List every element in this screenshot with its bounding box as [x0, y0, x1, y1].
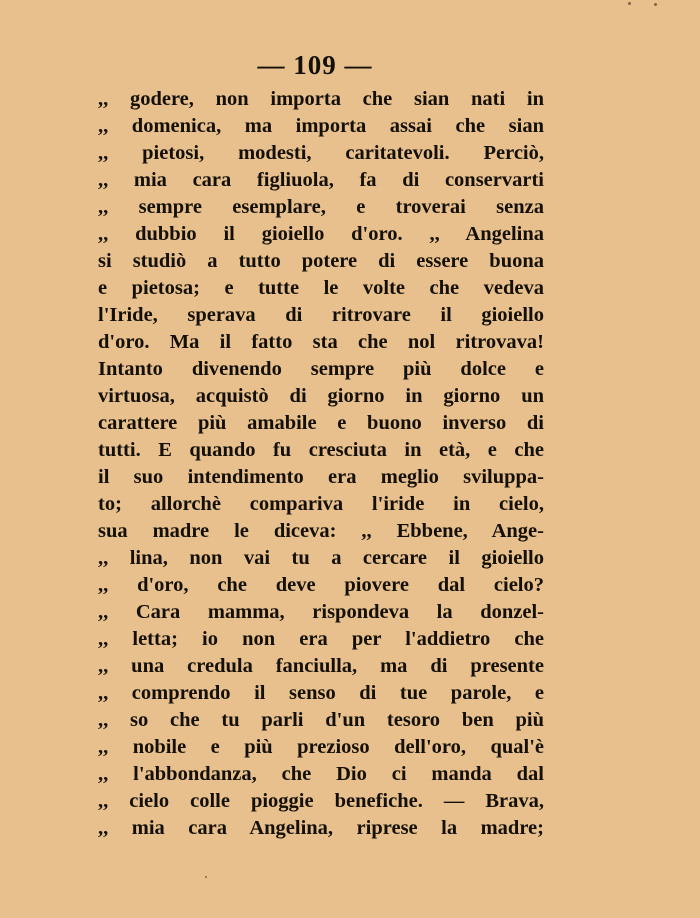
text-line: ,, lina, non vai tu a cercare il gioiello — [98, 547, 544, 569]
text-line: il suo intendimento era meglio sviluppa- — [98, 466, 544, 488]
text-line: ,, domenica, ma importa assai che sian — [98, 115, 544, 137]
text-line: Intanto divenendo sempre più dolce e — [98, 358, 544, 380]
text-line: sua madre le diceva: ,, Ebbene, Ange- — [98, 520, 544, 542]
paper-speck — [205, 876, 207, 878]
text-line: ,, dubbio il gioiello d'oro. ,, Angelina — [98, 223, 544, 245]
text-line: e pietosa; e tutte le volte che vedeva — [98, 277, 544, 299]
text-line: virtuosa, acquistò di giorno in giorno un — [98, 385, 544, 407]
text-line: l'Iride, sperava di ritrovare il gioiello — [98, 304, 544, 326]
text-line: ,, nobile e più prezioso dell'oro, qual'è — [98, 736, 544, 758]
text-line: ,, godere, non importa che sian nati in — [98, 88, 544, 110]
text-line: to; allorchè compariva l'iride in cielo, — [98, 493, 544, 515]
paper-speck — [654, 3, 657, 6]
paper-speck — [628, 2, 631, 5]
text-line: ,, d'oro, che deve piovere dal cielo? — [98, 574, 544, 596]
text-line: ,, Cara mamma, rispondeva la donzel- — [98, 601, 544, 623]
text-line: carattere più amabile e buono inverso di — [98, 412, 544, 434]
text-line: ,, so che tu parli d'un tesoro ben più — [98, 709, 544, 731]
text-line: ,, una credula fanciulla, ma di presente — [98, 655, 544, 677]
text-line: ,, pietosi, modesti, caritatevoli. Perciò, — [98, 142, 544, 164]
page-number: — 109 — — [257, 50, 373, 80]
text-line: ,, letta; io non era per l'addietro che — [98, 628, 544, 650]
text-line: ,, mia cara figliuola, fa di conservarti — [98, 169, 544, 191]
body-text — [98, 86, 544, 842]
text-line: tutti. E quando fu cresciuta in età, e che — [98, 439, 544, 461]
text-line: d'oro. Ma il fatto sta che nol ritrovava! — [98, 331, 544, 353]
text-line: si studiò a tutto potere di essere buona — [98, 250, 544, 272]
text-line: ,, cielo colle pioggie benefiche. — Brava, — [98, 790, 544, 812]
text-line: ,, l'abbondanza, che Dio ci manda dal — [98, 763, 544, 785]
text-line: ,, comprendo il senso di tue parole, e — [98, 682, 544, 704]
text-line: ,, mia cara Angelina, riprese la madre; — [98, 817, 544, 839]
text-line: ,, sempre esemplare, e troverai senza — [98, 196, 544, 218]
